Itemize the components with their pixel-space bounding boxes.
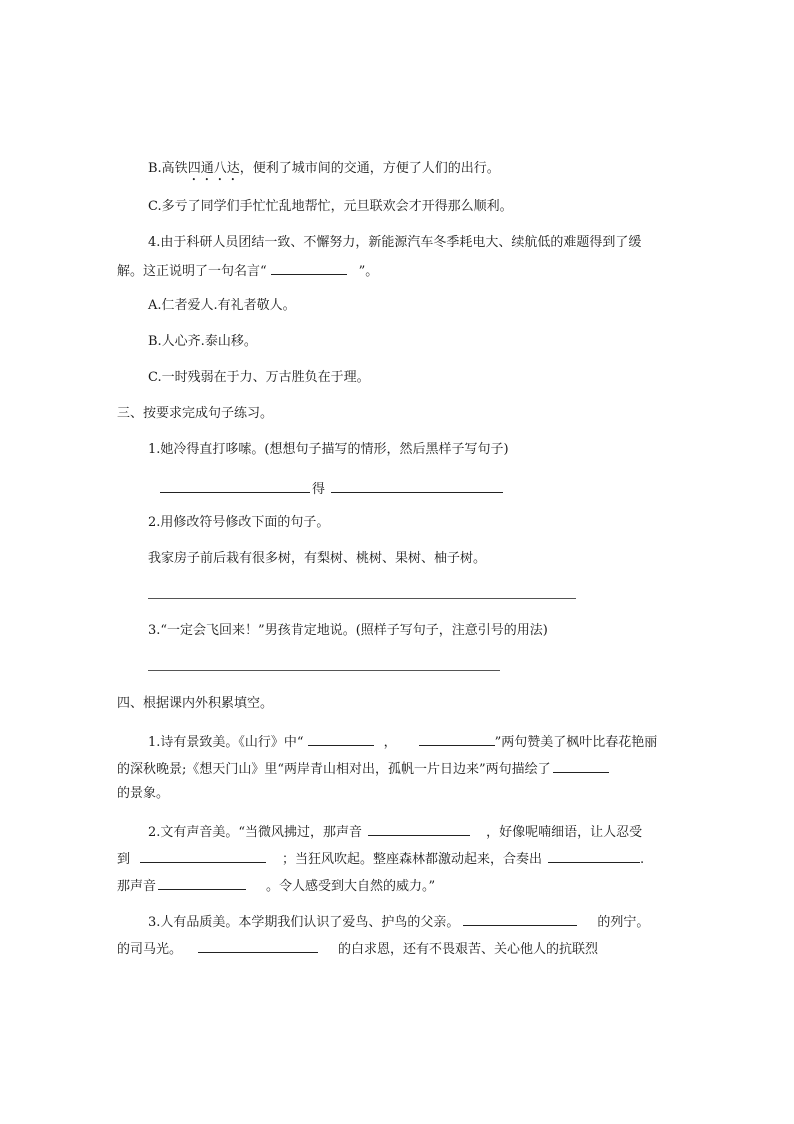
text: 解。这正说明了一句名言“ bbox=[117, 264, 267, 279]
answer-blank[interactable] bbox=[548, 848, 640, 863]
answer-blank[interactable] bbox=[331, 478, 503, 493]
section-4-heading: 四、根据课内外积累填空。 bbox=[117, 696, 274, 711]
option-b-q3 bbox=[148, 160, 500, 184]
text: 1.诗有景致美。《山行》中“ bbox=[148, 735, 304, 750]
question-4-line2 bbox=[117, 260, 378, 281]
sec3-question-1: 1.她冷得直打哆嗦。(想想句子描写的情形，然后黑样子写句子) bbox=[148, 442, 509, 457]
text: 2.文有声音美。“当微风拂过，那声音 bbox=[148, 825, 363, 840]
text: 那声音 bbox=[117, 879, 157, 894]
sec3-q2-sentence: 我家房子前后栽有很多树，有梨树、桃树、果树、柚子树。 bbox=[148, 551, 487, 566]
text: ”。 bbox=[358, 264, 379, 279]
text: 3.人有品质美。本学期我们认识了爱鸟、护鸟的父亲。 bbox=[148, 915, 460, 930]
option-b-q4: B.人心齐.泰山移。 bbox=[148, 334, 257, 349]
sec4-q1-line3: 的景象。 bbox=[117, 786, 170, 801]
text: ， bbox=[383, 735, 397, 750]
sec3-q1-answer-line bbox=[160, 478, 503, 499]
answer-blank[interactable] bbox=[271, 260, 347, 275]
answer-blank[interactable] bbox=[368, 821, 470, 836]
text: 的司马光。 bbox=[117, 942, 183, 957]
answer-rule[interactable] bbox=[148, 598, 576, 599]
answer-blank[interactable] bbox=[158, 875, 246, 890]
text: B.高铁 bbox=[148, 161, 188, 176]
text: 得 bbox=[312, 482, 326, 497]
text: 。令人感受到大自然的威力。” bbox=[266, 879, 436, 894]
answer-blank[interactable] bbox=[308, 731, 374, 746]
text: 的深秋晚景;《想天门山》里“两岸青山相对出，孤帆一片日边来”两句描绘了 bbox=[117, 762, 551, 777]
sec4-q2-line3 bbox=[117, 875, 435, 896]
sec3-question-3: 3.“一定会飞回来！”男孩肯定地说。(照样子写句子，注意引号的用法) bbox=[148, 623, 548, 638]
sec4-q2-line2 bbox=[117, 848, 644, 869]
text: . bbox=[640, 852, 645, 867]
sec4-q3-line1 bbox=[148, 911, 649, 932]
text: 的白求恩，还有不畏艰苦、关心他人的抗联烈 bbox=[338, 942, 599, 957]
text: 的列宁。 bbox=[597, 915, 650, 930]
text: ；当狂风吹起。整座森林都激动起来，合奏出 bbox=[282, 852, 543, 867]
sec4-q3-line2 bbox=[117, 938, 598, 959]
answer-blank[interactable] bbox=[160, 478, 310, 493]
option-c-q3: C.多亏了同学们手忙忙乱地帮忙，元旦联欢会才开得那么顺利。 bbox=[148, 199, 513, 214]
question-4: 4.由于科研人员团结一致、不懈努力，新能源汽车冬季耗电大、续航低的难题得到了缓 bbox=[148, 235, 642, 250]
dotted-words: 四通八达 bbox=[187, 161, 240, 176]
option-a-q4: A.仁者爱人.有礼者敬人。 bbox=[148, 298, 296, 313]
answer-blank[interactable] bbox=[463, 911, 577, 926]
text: 到 bbox=[117, 852, 131, 867]
section-3-heading: 三、按要求完成句子练习。 bbox=[117, 406, 274, 421]
sec3-question-2: 2.用修改符号修改下面的句子。 bbox=[148, 515, 330, 530]
answer-blank[interactable] bbox=[553, 758, 609, 773]
sec4-q2-line1 bbox=[148, 821, 642, 842]
answer-blank[interactable] bbox=[198, 938, 318, 953]
answer-blank[interactable] bbox=[140, 848, 266, 863]
sec4-q1-line2 bbox=[117, 758, 609, 779]
text: ”两句赞美了枫叶比春花艳丽 bbox=[494, 735, 658, 750]
sec4-q1-line1 bbox=[148, 731, 657, 752]
text: ，好像呢喃细语，让人忍受 bbox=[486, 825, 643, 840]
option-c-q4: C.一时残弱在于力、万古胜负在于理。 bbox=[148, 370, 370, 385]
text: ，便利了城市间的交通，方便了人们的出行。 bbox=[239, 161, 500, 176]
answer-blank[interactable] bbox=[419, 731, 495, 746]
answer-rule[interactable] bbox=[148, 670, 500, 671]
